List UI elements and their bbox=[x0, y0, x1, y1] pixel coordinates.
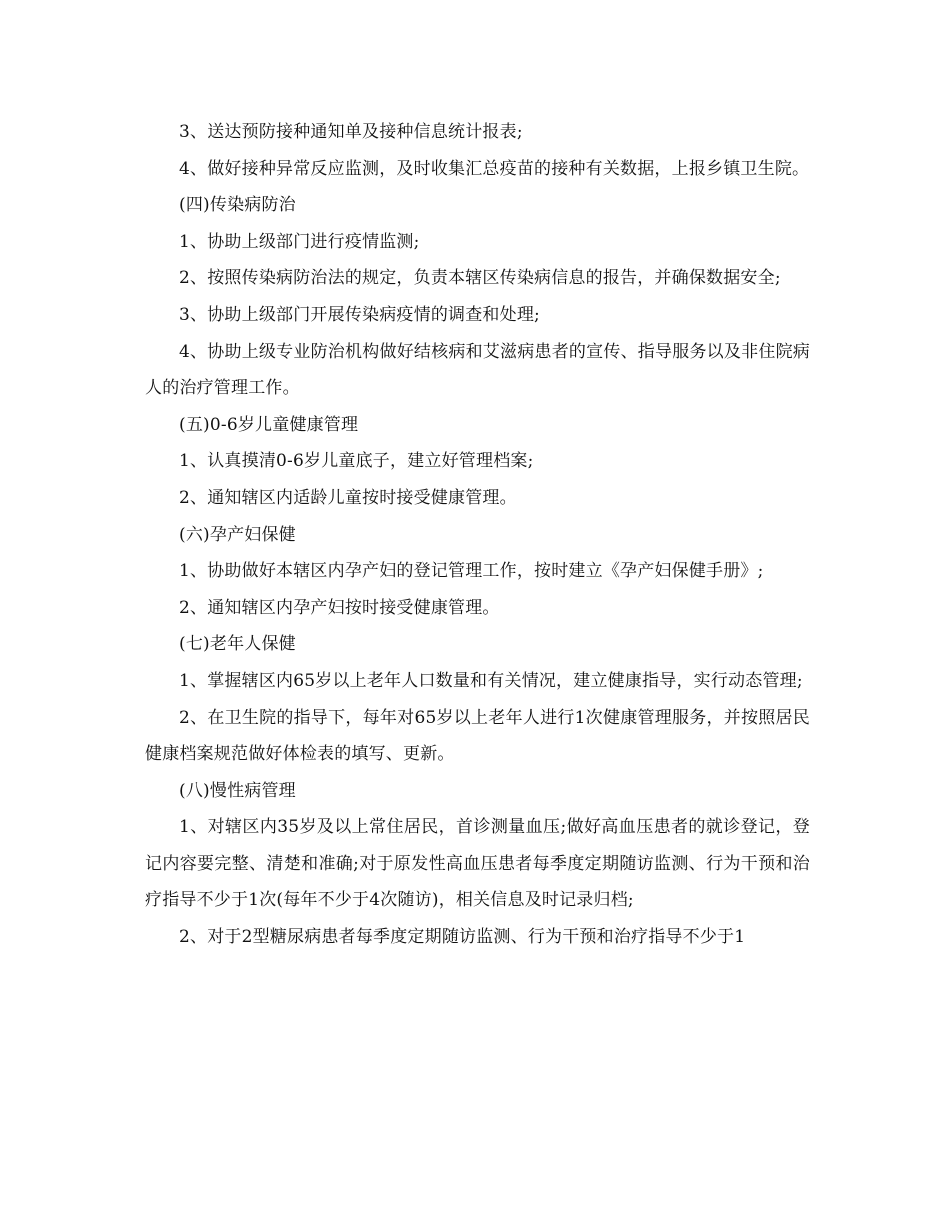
paragraph: 2、通知辖区内适龄儿童按时接受健康管理。 bbox=[179, 487, 517, 508]
document-body bbox=[145, 114, 810, 956]
paragraph: 2、对于2型糖尿病患者每季度定期随访监测、行为干预和治疗指导不少于1 bbox=[179, 927, 746, 948]
paragraph: 1、认真摸清0-6岁儿童底子，建立好管理档案; bbox=[179, 451, 534, 472]
section-heading: (五)0-6岁儿童健康管理 bbox=[179, 414, 359, 435]
section-heading: (七)老年人保健 bbox=[179, 634, 296, 655]
paragraph: 1、协助上级部门进行疫情监测; bbox=[179, 231, 420, 252]
paragraph: 3、送达预防接种通知单及接种信息统计报表; bbox=[179, 122, 523, 142]
paragraph: 2、通知辖区内孕产妇按时接受健康管理。 bbox=[179, 597, 500, 618]
paragraph: 2、按照传染病防治法的规定，负责本辖区传染病信息的报告，并确保数据安全; bbox=[179, 268, 781, 289]
paragraph: 1、掌握辖区内65岁以上老年人口数量和有关情况，建立健康指导，实行动态管理; bbox=[179, 670, 803, 691]
paragraph: 2、在卫生院的指导下，每年对65岁以上老年人进行1次健康管理服务，并按照居民健康档案规范做好体检表的填写、更新。 bbox=[145, 707, 810, 765]
paragraph: 1、对辖区内35岁及以上常住居民，首诊测量血压;做好高血压患者的就诊登记，登记内容要完整、清楚和准确;对于原发性高血压患者每季度定期随访监测、行为干预和治疗指导不少于1次(每年不少于4次随访)，相关信息及时记录归档; bbox=[145, 817, 810, 911]
section-heading: (八)慢性病管理 bbox=[179, 780, 296, 801]
paragraph: 4、做好接种异常反应监测，及时收集汇总疫苗的接种有关数据，上报乡镇卫生院。 bbox=[179, 158, 810, 179]
paragraph: 1、协助做好本辖区内孕产妇的登记管理工作，按时建立《孕产妇保健手册》; bbox=[179, 561, 764, 582]
paragraph: 3、协助上级部门开展传染病疫情的调查和处理; bbox=[179, 304, 540, 325]
section-heading: (六)孕产妇保健 bbox=[179, 524, 296, 545]
section-heading: (四)传染病防治 bbox=[179, 195, 296, 216]
paragraph: 4、协助上级专业防治机构做好结核病和艾滋病患者的宣传、指导服务以及非住院病人的治疗管理工作。 bbox=[145, 341, 810, 399]
